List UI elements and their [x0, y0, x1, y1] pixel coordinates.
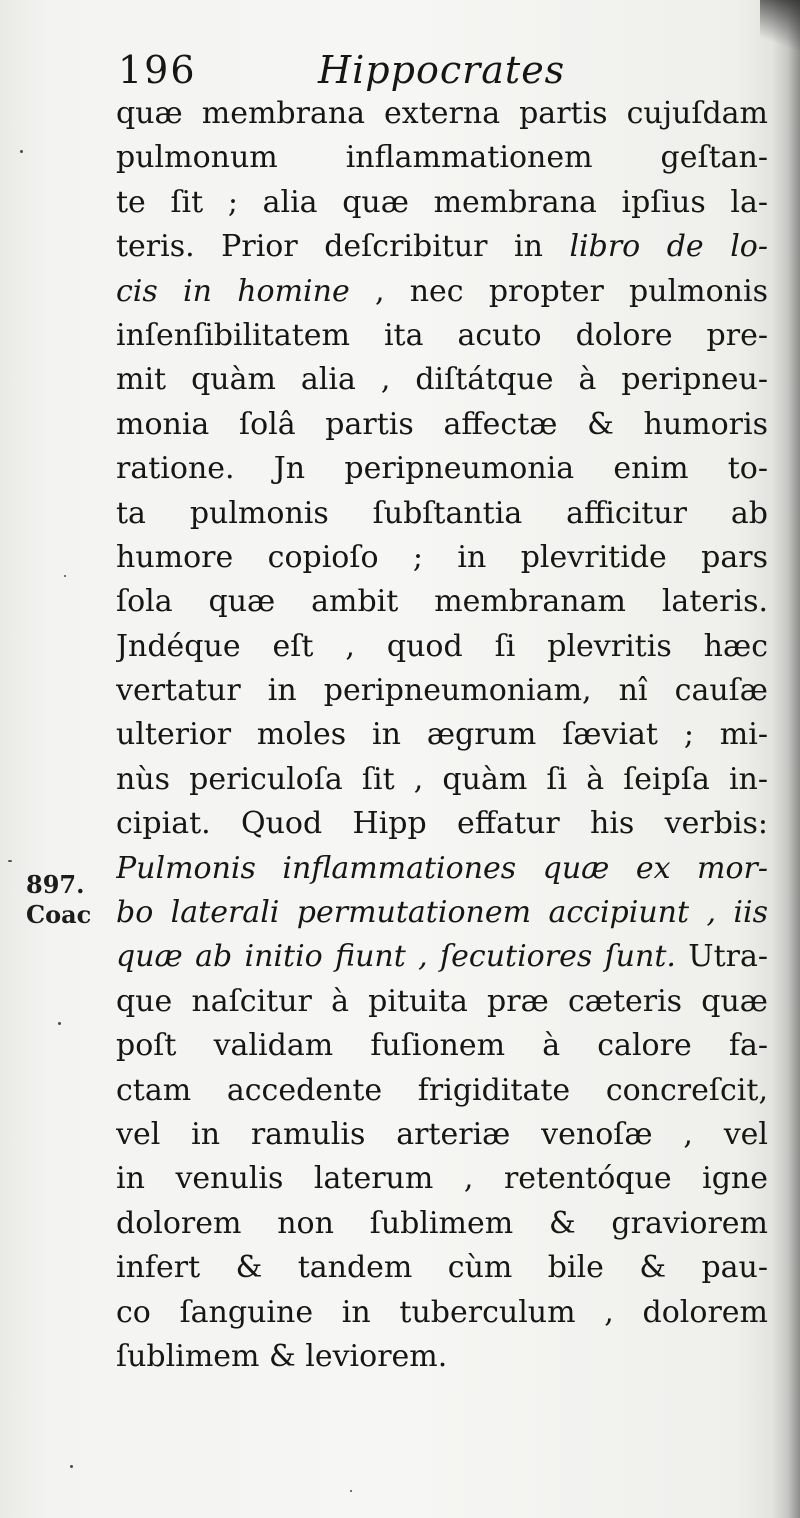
text-line: vel in ramulis arteriæ venoſæ , vel [116, 1116, 768, 1152]
page-corner-shadow [760, 0, 800, 60]
text-segment: , nec propter pulmonis [374, 273, 768, 309]
paper-speck [20, 150, 23, 153]
margin-note-number: 897. [26, 870, 85, 899]
text-line: ctam accedente frigiditate concreſcit, [116, 1072, 768, 1108]
quotation-line: Pulmonis inflammationes quæ ex mor- [116, 850, 768, 886]
italic-title: libro de lo- [569, 229, 768, 265]
italic-title: cis in homine [116, 273, 350, 309]
text-line: ſublimem & leviorem. [116, 1338, 448, 1374]
text-line: monia ſolâ partis affectæ & humoris [116, 406, 768, 442]
page-edge-shadow [772, 0, 800, 1518]
text-line: nùs periculoſa ſit , quàm ſi à ſeipſa in- [116, 761, 768, 797]
text-segment: Utra- [688, 939, 768, 975]
paper-speck [8, 860, 12, 862]
body-text [116, 92, 768, 1379]
text-line: inſenſibilitatem ita acuto dolore pre- [116, 317, 768, 353]
text-line [116, 935, 768, 979]
quotation-segment: quæ ab initio fiunt , ſecutiores ſunt. [116, 939, 676, 975]
paper-speck [70, 1465, 73, 1468]
text-line: Jndéque eſt , quod ſi plevritis hæc [116, 628, 768, 664]
margin-note [26, 870, 91, 930]
running-head [112, 42, 672, 98]
quotation-line: bo laterali permutationem accipiunt , iis [116, 895, 768, 931]
text-line: ulterior moles in ægrum ſæviat ; mi- [116, 717, 768, 753]
text-line: infert & tandem cùm bile & pau- [116, 1250, 768, 1286]
text-line: humore copioſo ; in plevritide pars [116, 539, 768, 575]
text-line: vertatur in peripneumoniam, nî cauſæ [116, 673, 768, 709]
text-line: que naſcitur à pituita præ cæteris quæ [116, 983, 768, 1019]
text-line: co ſanguine in tuberculum , dolorem [116, 1294, 768, 1330]
text-line: ratione. Jn peripneumonia enim to- [116, 451, 768, 487]
text-line: quæ membrana externa partis cujuſdam [116, 96, 768, 131]
paper-speck [58, 1022, 61, 1025]
text-line: ſola quæ ambit membranam lateris. [116, 584, 768, 620]
text-line: poſt validam fuſionem à calore fa- [116, 1028, 768, 1064]
margin-note-source: Coac [26, 900, 92, 929]
text-line: cipiat. Quod Hipp effatur his verbis: [116, 806, 768, 842]
text-line: te ſit ; alia quæ membrana ipſius la- [116, 184, 768, 220]
paper-speck [350, 1490, 352, 1492]
text-line [116, 225, 768, 269]
text-line: mit quàm alia , diſtátque à peripneu- [116, 362, 768, 398]
text-line: in venulis laterum , retentóque igne [116, 1161, 768, 1197]
text-line: ta pulmonis ſubſtantia afficitur ab [116, 495, 768, 531]
text-line [116, 270, 768, 314]
running-title: Hippocrates [318, 48, 566, 92]
text-segment: teris. Prior deſcribitur in [116, 229, 543, 265]
text-line: pulmonum inflammationem geſtan- [116, 140, 768, 176]
page-number: 196 [118, 48, 197, 92]
text-line: dolorem non ſublimem & graviorem [116, 1205, 768, 1241]
paper-speck [64, 575, 66, 577]
